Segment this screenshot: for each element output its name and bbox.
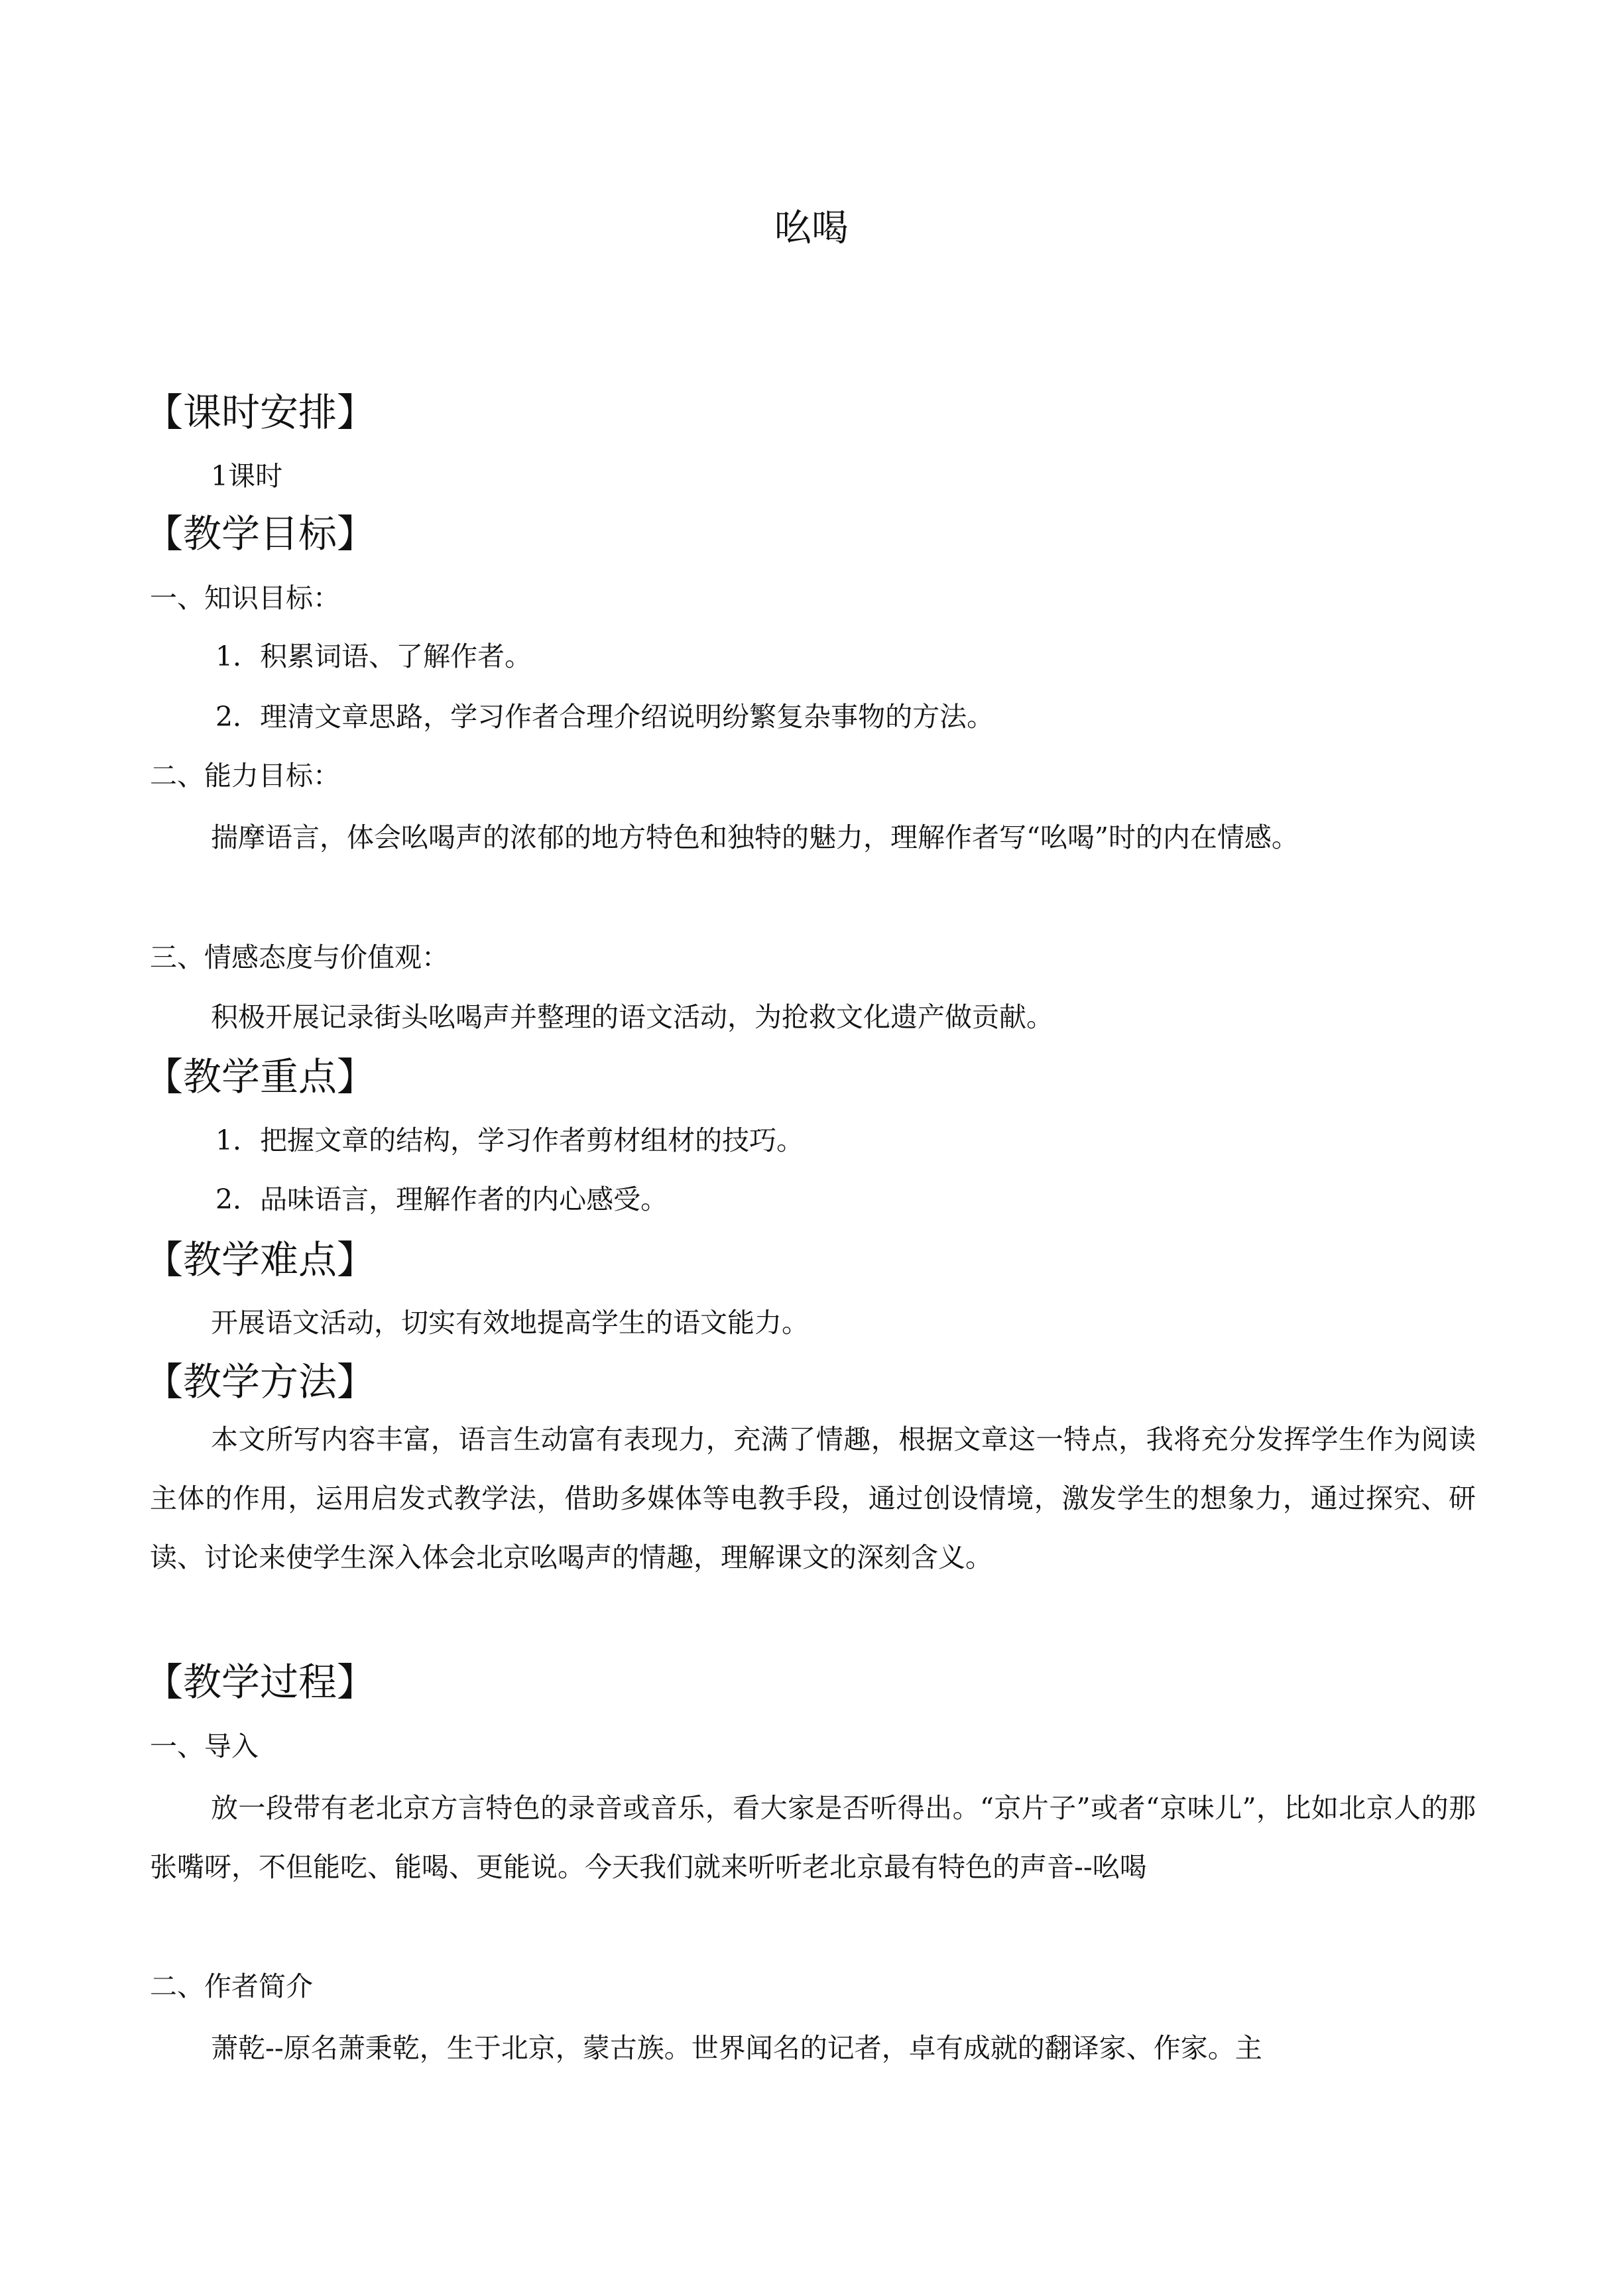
knowledge-label: 一、知识目标： — [150, 582, 340, 614]
heading-methods: 【教学方法】 — [145, 1359, 376, 1404]
methods-text: 本文所写内容丰富，语言生动富有表现力，充满了情趣，根据文章这一特点，我将充分发挥学生作为阅读主体的作用，运用启发式教学法，借助多媒体等电教手段，通过创设情境，激发学生的想象力，通过探究、研读、讨论来使学生深入体会北京吆喝声的情趣，理解课文的深刻含义。 — [150, 1423, 1476, 1573]
author-label: 二、作者简介 — [150, 1970, 313, 2002]
intro-text: 放一段带有老北京方言特色的录音或音乐，看大家是否听得出。“京片子”或者“京味儿”，比如北京人的那张嘴呀，不但能吃、能喝、更能说。今天我们就来听听老北京最有特色的声音--吆喝 — [150, 1792, 1476, 1883]
author-text: 萧乾--原名萧秉乾，生于北京，蒙古族。世界闻名的记者，卓有成就的翻译家、作家。主 — [211, 2032, 1262, 2064]
heading-objectives: 【教学目标】 — [145, 511, 376, 556]
knowledge-item-2: 2．理清文章思路，学习作者合理介绍说明纷繁复杂事物的方法。 — [215, 701, 994, 733]
heading-schedule: 【课时安排】 — [145, 390, 376, 435]
knowledge-item-1: 1．积累词语、了解作者。 — [215, 640, 532, 672]
ability-text: 揣摩语言，体会吆喝声的浓郁的地方特色和独特的魅力，理解作者写“吆喝”时的内在情感。 — [211, 821, 1299, 853]
key-point-1: 1．把握文章的结构，学习作者剪材组材的技巧。 — [215, 1124, 804, 1156]
values-label: 三、情感态度与价值观： — [150, 941, 449, 973]
values-text: 积极开展记录街头吆喝声并整理的语文活动，为抢救文化遗产做贡献。 — [211, 1001, 1053, 1033]
ability-label: 二、能力目标： — [150, 760, 340, 792]
schedule-text: 1课时 — [211, 460, 283, 492]
heading-difficulties: 【教学难点】 — [145, 1237, 376, 1282]
key-point-2: 2．品味语言，理解作者的内心感受。 — [215, 1183, 668, 1215]
intro-label: 一、导入 — [150, 1730, 259, 1762]
page-title: 吆喝 — [774, 207, 849, 250]
heading-process: 【教学过程】 — [145, 1660, 376, 1705]
heading-key-points: 【教学重点】 — [145, 1054, 376, 1099]
difficulties-text: 开展语文活动，切实有效地提高学生的语文能力。 — [211, 1307, 809, 1339]
